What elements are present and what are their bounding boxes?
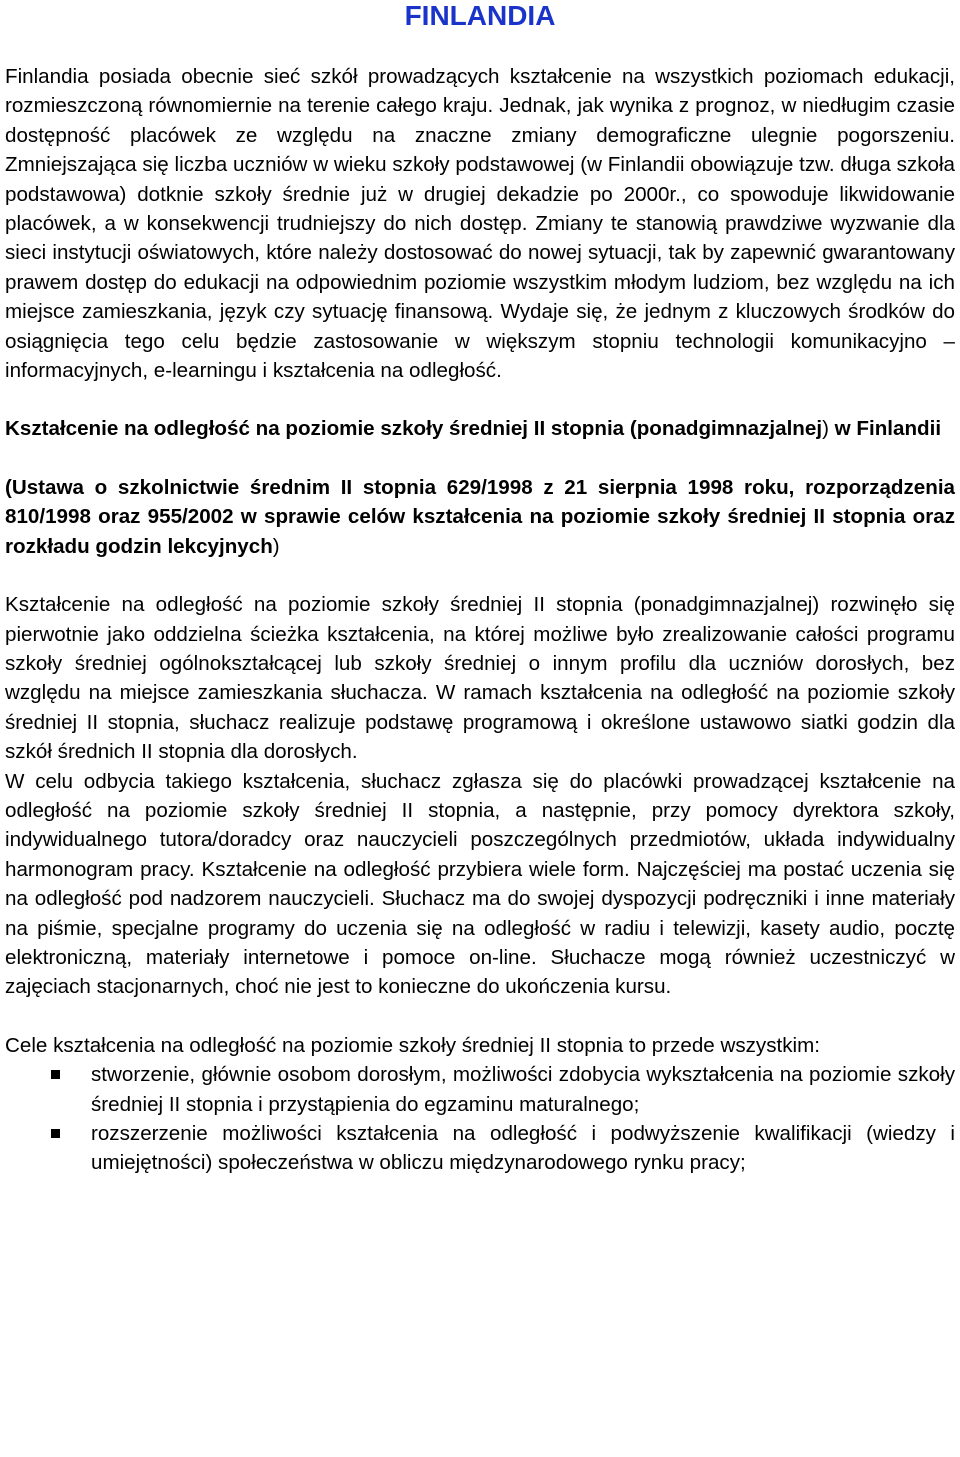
section-heading [5,414,955,443]
list-item-text: rozszerzenie możliwości kształcenia na odległość i podwyższenie kwalifikacji (wiedzy i umiejętności) społeczeństwa w obliczu międzynarodowego rynku pracy; [91,1122,955,1175]
goals-intro: Cele kształcenia na odległość na poziomie szkoły średniej II stopnia to przede wszystkim: [5,1033,820,1057]
law-reference-close: ) [272,534,280,558]
list-item-text: stworzenie, głównie osobom dorosłym, możliwości zdobycia wykształcenia na poziomie szkoły średniej II stopnia i przystąpienia do egzaminu maturalnego; [91,1063,955,1116]
body-paragraph-2: W celu odbycia takiego kształcenia, słuchacz zgłasza się do placówki prowadzącej kształcenie na odległość na poziomie szkoły średniej II stopnia, a następnie, przy pomocy dyrektora szkoły, indywidualnego tutora/doradcy oraz nauczycieli poszczególnych przedmiotów, układa indywidualny harmonogram pracy. Kształcenie na odległość przybiera wiele form. Najczęściej ma postać uczenia się na odległość pod nadzorem nauczycieli. Słuchacz ma do swojej dyspozycji podręczniki i inne materiały na piśmie, specjalne programy do uczenia się na odległość w radiu i telewizji, kasety audio, pocztę elektroniczną, materiały internetowe i pomoce on-line. Słuchacze mogą również uczestniczyć w zajęciach stacjonarnych, choć nie jest to konieczne do ukończenia kursu. [5,769,955,999]
page-title: FINLANDIA [404,0,556,31]
section-heading-country: w Finlandii [828,417,942,441]
law-reference [5,473,955,561]
body-paragraph-1: Kształcenie na odległość na poziomie szkoły średniej II stopnia (ponadgimnazjalnej) rozwinęło się pierwotnie jako oddzielna ścieżka kształcenia, na której możliwe było zrealizowanie całości programu szkoły średniej ogólnokształcącej lub szkoły średniej o innym profilu dla uczniów dorosłych, bez względu na miejsce zamieszkania słuchacza. W ramach kształcenia na odległość na poziomie szkoły średniej II stopnia, słuchacz realizuje podstawę programową i określone ustawowo siatki godzin dla szkół średnich II stopnia dla dorosłych. [5,593,955,764]
law-reference-text: (Ustawa o szkolnictwie średnim II stopnia 629/1998 z 21 sierpnia 1998 roku, rozporządzenia 810/1998 oraz 955/2002 w sprawie celów kształcenia na poziomie szkoły średniej II stopnia oraz rozkładu godzin lekcyjnych [5,475,955,558]
section-heading-text: Kształcenie na odległość na poziomie szkoły średniej II stopnia (ponadgimnazjalnej [5,417,823,441]
goals-list [5,1060,955,1178]
intro-paragraph: Finlandia posiada obecnie sieć szkół prowadzących kształcenie na wszystkich poziomach edukacji, rozmieszczoną równomiernie na terenie całego kraju. Jednak, jak wynika z prognoz, w niedługim czasie dostępność placówek ze względu na znaczne zmiany demograficzne ulegnie pogorszeniu. Zmniejszająca się liczba uczniów w wieku szkoły podstawowej (w Finlandii obowiązuje tzw. długa szkoła podstawowa) dotknie szkoły średnie już w drugiej dekadzie po 2000r., co spowoduje likwidowanie placówek, a w konsekwencji trudniejszy do nich dostęp. Zmiany te stanowią prawdziwe wyzwanie dla sieci instytucji oświatowych, które należy dostosować do nowej sytuacji, tak by zapewnić gwarantowany prawem dostęp do edukacji na odpowiednim poziomie wszystkim młodym ludziom, bez względu na ich miejsce zamieszkania, język czy sytuację finansową. Wydaje się, że jednym z kluczowych środków do osiągnięcia tego celu będzie zastosowanie w większym stopniu technologii komunikacyjno – informacyjnych, e-learningu i kształcenia na odległość. [5,65,955,383]
square-bullet-icon [51,1129,60,1138]
section-heading-paren: ) [822,417,829,441]
list-item [5,1119,955,1178]
list-item [5,1060,955,1119]
square-bullet-icon [51,1070,60,1079]
